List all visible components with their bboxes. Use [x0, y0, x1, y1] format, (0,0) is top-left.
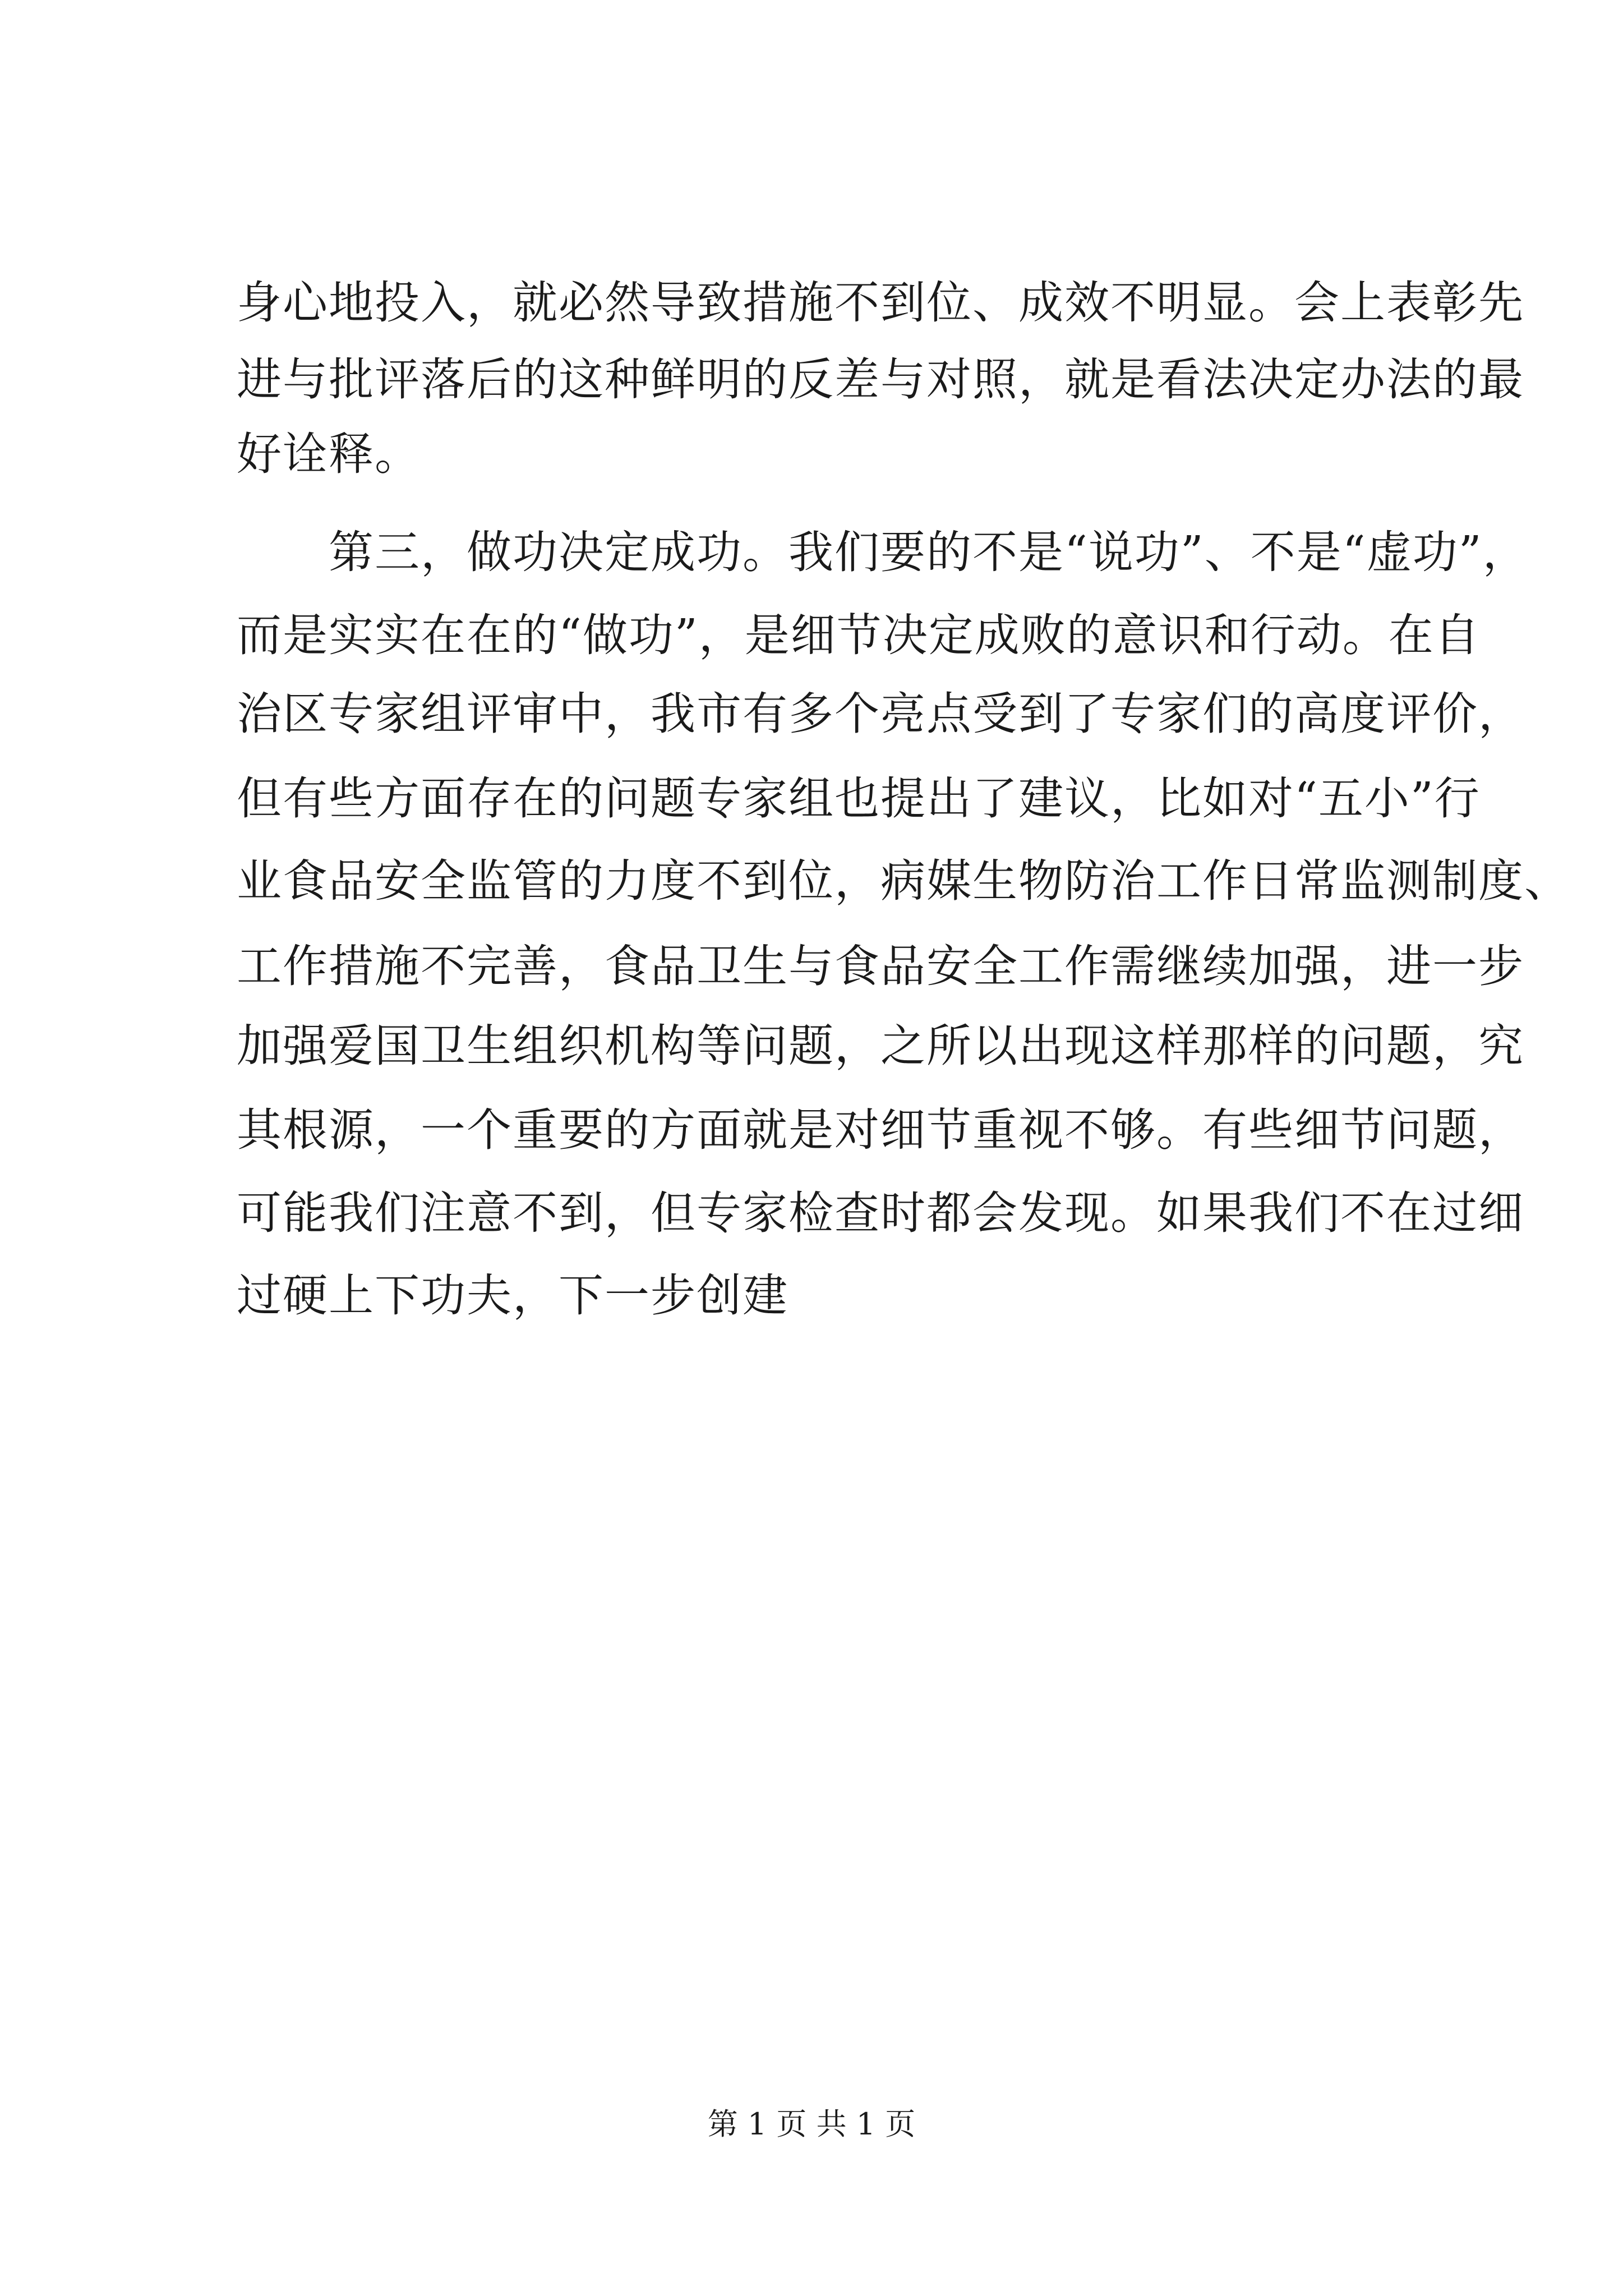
text-line-5: 而是实实在在的“做功”，是细节决定成败的意识和行动。在自 [237, 609, 1481, 661]
text-line-10: 加强爱国卫生组织机构等问题，之所以出现这样那样的问题，究 [237, 1020, 1524, 1072]
text-line-11: 其根源，一个重要的方面就是对细节重视不够。有些细节问题， [237, 1104, 1524, 1156]
text-line-8: 业食品安全监管的力度不到位，病媒生物防治工作日常监测制度、 [237, 855, 1570, 907]
page-number: 第 1 页 共 1 页 [707, 2106, 916, 2142]
text-line-13: 过硬上下功夫，下一步创建 [237, 1269, 789, 1322]
text-line-6: 治区专家组评审中，我市有多个亮点受到了专家们的高度评价， [237, 688, 1524, 740]
page-footer [0, 2105, 1623, 2144]
text-line-1: 身心地投入，就必然导致措施不到位、成效不明显。会上表彰先 [237, 277, 1524, 329]
text-line-12: 可能我们注意不到，但专家检查时都会发现。如果我们不在过细 [237, 1187, 1524, 1239]
text-line-7: 但有些方面存在的问题专家组也提出了建议，比如对“五小”行 [237, 772, 1481, 825]
text-line-4: 第三，做功决定成功。我们要的不是“说功”、不是“虚功”， [237, 526, 1529, 578]
text-line-3: 好诠释。 [237, 428, 421, 480]
text-line-9: 工作措施不完善，食品卫生与食品安全工作需继续加强，进一步 [237, 940, 1524, 992]
text-line-2: 进与批评落后的这种鲜明的反差与对照，就是看法决定办法的最 [237, 353, 1524, 406]
